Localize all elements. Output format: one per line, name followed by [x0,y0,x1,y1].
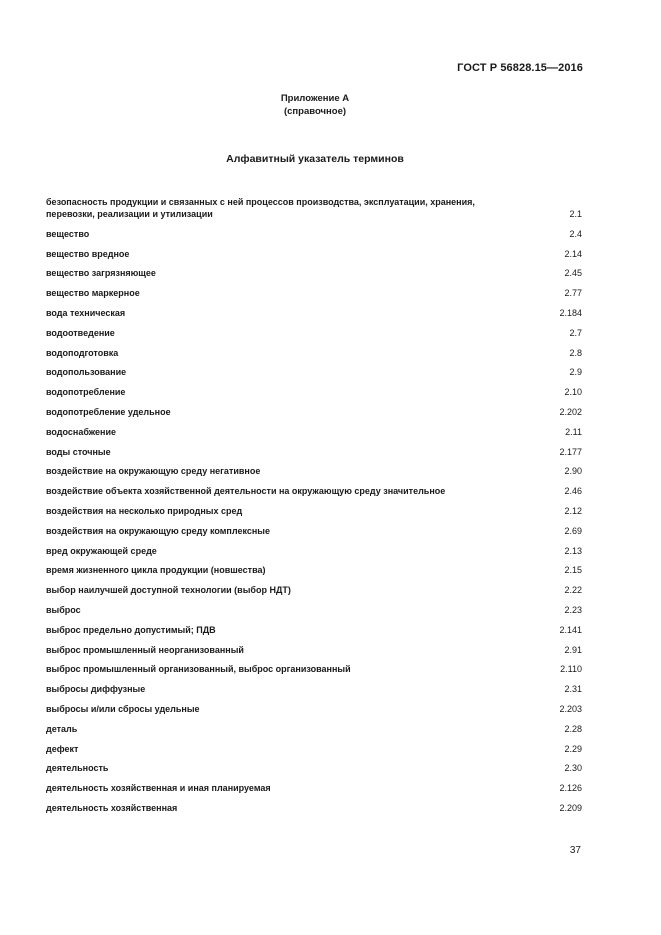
index-term: деятельность хозяйственная и иная планируемая [46,783,271,794]
index-term: деталь [46,723,78,734]
index-term: воздействие объекта хозяйственной деятельности на окружающую среду значительное [46,486,446,497]
index-entry [46,406,582,418]
index-entry [46,545,582,557]
index-term: вещество маркерное [46,288,140,299]
index-reference: 2.202 [559,406,582,417]
index-term: водоподготовка [46,347,119,358]
index-term: вещество загрязняющее [46,268,156,279]
index-reference: 2.10 [564,387,582,398]
index-entry [46,624,582,636]
index-term: выбросы диффузные [46,684,146,695]
index-reference: 2.28 [564,723,582,734]
index-entry [46,248,582,260]
index-entry [46,347,582,359]
index-entry [46,644,582,656]
index-entry [46,683,582,695]
index-term: воздействия на окружающую среду комплексные [46,525,270,536]
index-term: водопользование [46,367,127,378]
index-reference: 2.184 [559,307,582,318]
index-term: воды сточные [46,446,111,457]
index-entry [46,228,582,240]
index-entry [46,762,582,774]
index-reference: 2.15 [564,565,582,576]
index-entry [46,723,582,735]
index-term: воздействие на окружающую среду негативное [46,466,261,477]
index-entry [46,465,582,477]
index-reference: 2.13 [564,545,582,556]
index-reference: 2.23 [564,604,582,615]
index-entry [46,267,582,279]
index-reference: 2.177 [559,446,582,457]
index-entry [46,287,582,299]
index-entry [46,802,582,814]
index-entry [46,327,582,339]
appendix-subtitle: (справочное) [283,106,347,117]
index-reference: 2.46 [564,486,582,497]
index-term: водопотребление [46,387,126,398]
appendix-heading [0,92,630,118]
index-term: безопасность продукции и связанных с ней процессов производства, эксплуатации, хранения, перевозки, реализации и утилизации [46,197,475,219]
index-term: выброс промышленный организованный, выброс организованный [46,664,351,675]
index-reference: 2.31 [564,684,582,695]
index-entry [46,386,582,398]
index-term: вещество вредное [46,248,130,259]
index-term: деятельность [46,763,109,774]
index-term: водоотведение [46,327,115,338]
index-term: водоснабжение [46,426,117,437]
index-reference: 2.7 [569,327,582,338]
index-entry [46,366,582,378]
index-entry [46,196,582,220]
term-index-list [46,196,582,822]
document-code: ГОСТ Р 56828.15—2016 [457,62,583,74]
index-entry [46,505,582,517]
index-entry [46,782,582,794]
index-reference: 2.90 [564,466,582,477]
index-term: вода техническая [46,307,126,318]
index-entry [46,743,582,755]
index-reference: 2.4 [569,228,582,239]
index-reference: 2.141 [559,624,582,635]
index-entry [46,446,582,458]
index-reference: 2.69 [564,525,582,536]
index-term: выброс предельно допустимый; ПДВ [46,624,216,635]
index-reference: 2.14 [564,248,582,259]
page-number: 37 [569,845,581,856]
index-term: выбор наилучшей доступной технологии (выбор НДТ) [46,585,291,596]
appendix-title: Приложение А [280,93,350,104]
index-entry [46,564,582,576]
index-reference: 2.91 [564,644,582,655]
index-reference: 2.209 [559,802,582,813]
index-reference: 2.12 [564,505,582,516]
index-entry [46,584,582,596]
index-reference: 2.45 [564,268,582,279]
index-term: дефект [46,743,79,754]
index-reference: 2.11 [565,426,582,437]
index-term: выброс промышленный неорганизованный [46,644,244,655]
index-entry [46,426,582,438]
index-entry [46,703,582,715]
index-reference: 2.29 [564,743,582,754]
index-entry [46,485,582,497]
index-reference: 2.77 [564,288,582,299]
index-term: вещество [46,228,90,239]
index-term: время жизненного цикла продукции (новшества) [46,565,266,576]
index-reference: 2.110 [560,664,582,675]
index-entry [46,525,582,537]
index-term: выбросы и/или сбросы удельные [46,703,200,714]
index-reference: 2.22 [564,585,582,596]
index-reference: 2.30 [564,763,582,774]
index-term: выброс [46,604,81,615]
index-entry [46,307,582,319]
index-reference: 2.126 [559,783,582,794]
index-term: воздействия на несколько природных сред [46,505,243,516]
index-entry [46,604,582,616]
index-term: вред окружающей среде [46,545,157,556]
index-reference: 2.9 [569,367,582,378]
index-term: водопотребление удельное [46,406,171,417]
index-entry [46,663,582,675]
index-reference: 2.8 [569,347,582,358]
index-reference: 2.1 [569,209,582,219]
section-title: Алфавитный указатель терминов [226,153,404,165]
index-reference: 2.203 [559,703,582,714]
index-term: деятельность хозяйственная [46,802,178,813]
